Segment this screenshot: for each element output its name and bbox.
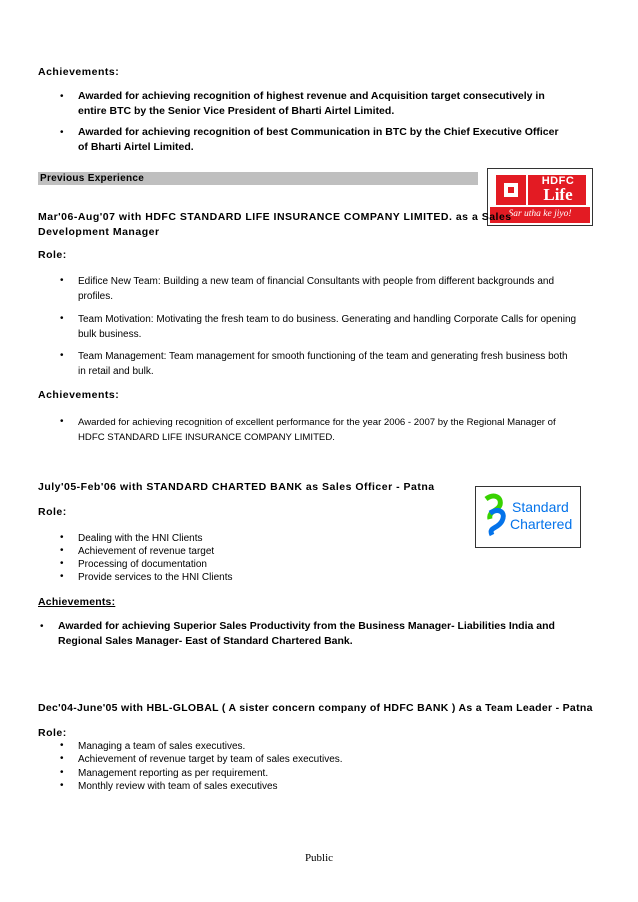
achievements-heading: Achievements: — [38, 66, 120, 78]
sc-achievements-heading: Achievements: — [38, 596, 116, 608]
life-logo-text: Life — [543, 185, 573, 204]
footer-public-label: Public — [304, 852, 334, 864]
bullet: • — [60, 780, 64, 791]
bullet: • — [60, 127, 64, 138]
sc-experience-title: July'05-Feb'06 with STANDARD CHARTED BANK as Sales Officer - Patna — [38, 481, 435, 493]
bullet: • — [60, 753, 64, 764]
previous-experience-label: Previous Experience — [40, 173, 145, 184]
bullet: • — [60, 545, 64, 556]
role-item: Processing of documentation — [78, 559, 207, 570]
bullet: • — [60, 767, 64, 778]
role-item: Monthly review with team of sales executives — [78, 781, 278, 792]
role-item: Team Management: Team management for smooth functioning of the team and generating fresh business both in retail and bulk. — [78, 351, 568, 377]
hdfc-achievements-heading: Achievements: — [38, 389, 120, 401]
achievement-item: Awarded for achieving Superior Sales Productivity from the Business Manager- Liabilities India and Regional Sales Manager- East of Standard Chartered Bank. — [58, 620, 555, 647]
bullet: • — [60, 571, 64, 582]
bullet: • — [60, 532, 64, 543]
role-item: Managing a team of sales executives. — [78, 741, 246, 752]
hdfc-experience-title: Mar'06-Aug'07 with HDFC STANDARD LIFE INSURANCE COMPANY LIMITED. as a Sales Development Manager — [38, 211, 512, 238]
bullet: • — [60, 91, 64, 102]
previous-experience-bar — [38, 172, 478, 185]
bullet: • — [60, 350, 64, 361]
hbl-role-heading: Role: — [38, 727, 67, 739]
role-item: Management reporting as per requirement. — [78, 768, 269, 779]
achievement-item: Awarded for achieving recognition of excellent performance for the year 2006 - 2007 by the Regional Manager of HDFC STANDARD LIFE INSURANCE COMPANY LIMITED. — [78, 417, 556, 443]
role-item: Team Motivation: Motivating the fresh team to do business. Generating and handling Corporate Calls for opening bulk business. — [78, 314, 577, 340]
hdfc-role-heading: Role: — [38, 249, 67, 261]
standard-chartered-logo — [475, 486, 581, 548]
sc-logo-text-2: Chartered — [510, 516, 573, 532]
bullet: • — [40, 621, 44, 632]
achievement-item: Awarded for achieving recognition of highest revenue and Acquisition target consecutively in entire BTC by the Senior Vice President of Bharti Airtel Limited. — [78, 90, 545, 117]
achievement-item: Awarded for achieving recognition of best Communication in BTC by the Chief Executive Officer of Bharti Airtel Limited. — [78, 126, 559, 153]
bullet: • — [60, 416, 64, 427]
role-item: Achievement of revenue target — [78, 546, 215, 557]
hdfc-tagline: Sar utha ke jiyo! — [508, 209, 572, 219]
role-item: Edifice New Team: Building a new team of financial Consultants with people from different backgrounds and profiles. — [78, 276, 555, 302]
bullet: • — [60, 275, 64, 286]
hbl-experience-title: Dec'04-June'05 with HBL-GLOBAL ( A sister concern company of HDFC BANK ) As a Team Leader - Patna — [38, 702, 593, 714]
bullet: • — [60, 740, 64, 751]
sc-logo-text-1: Standard — [512, 499, 569, 515]
bullet: • — [60, 558, 64, 569]
hdfc-logo-text: HDFC — [541, 175, 575, 187]
role-item: Achievement of revenue target by team of sales executives. — [78, 754, 343, 765]
sc-role-heading: Role: — [38, 506, 67, 518]
role-item: Dealing with the HNI Clients — [78, 533, 203, 544]
bullet: • — [60, 313, 64, 324]
role-item: Provide services to the HNI Clients — [78, 572, 233, 583]
